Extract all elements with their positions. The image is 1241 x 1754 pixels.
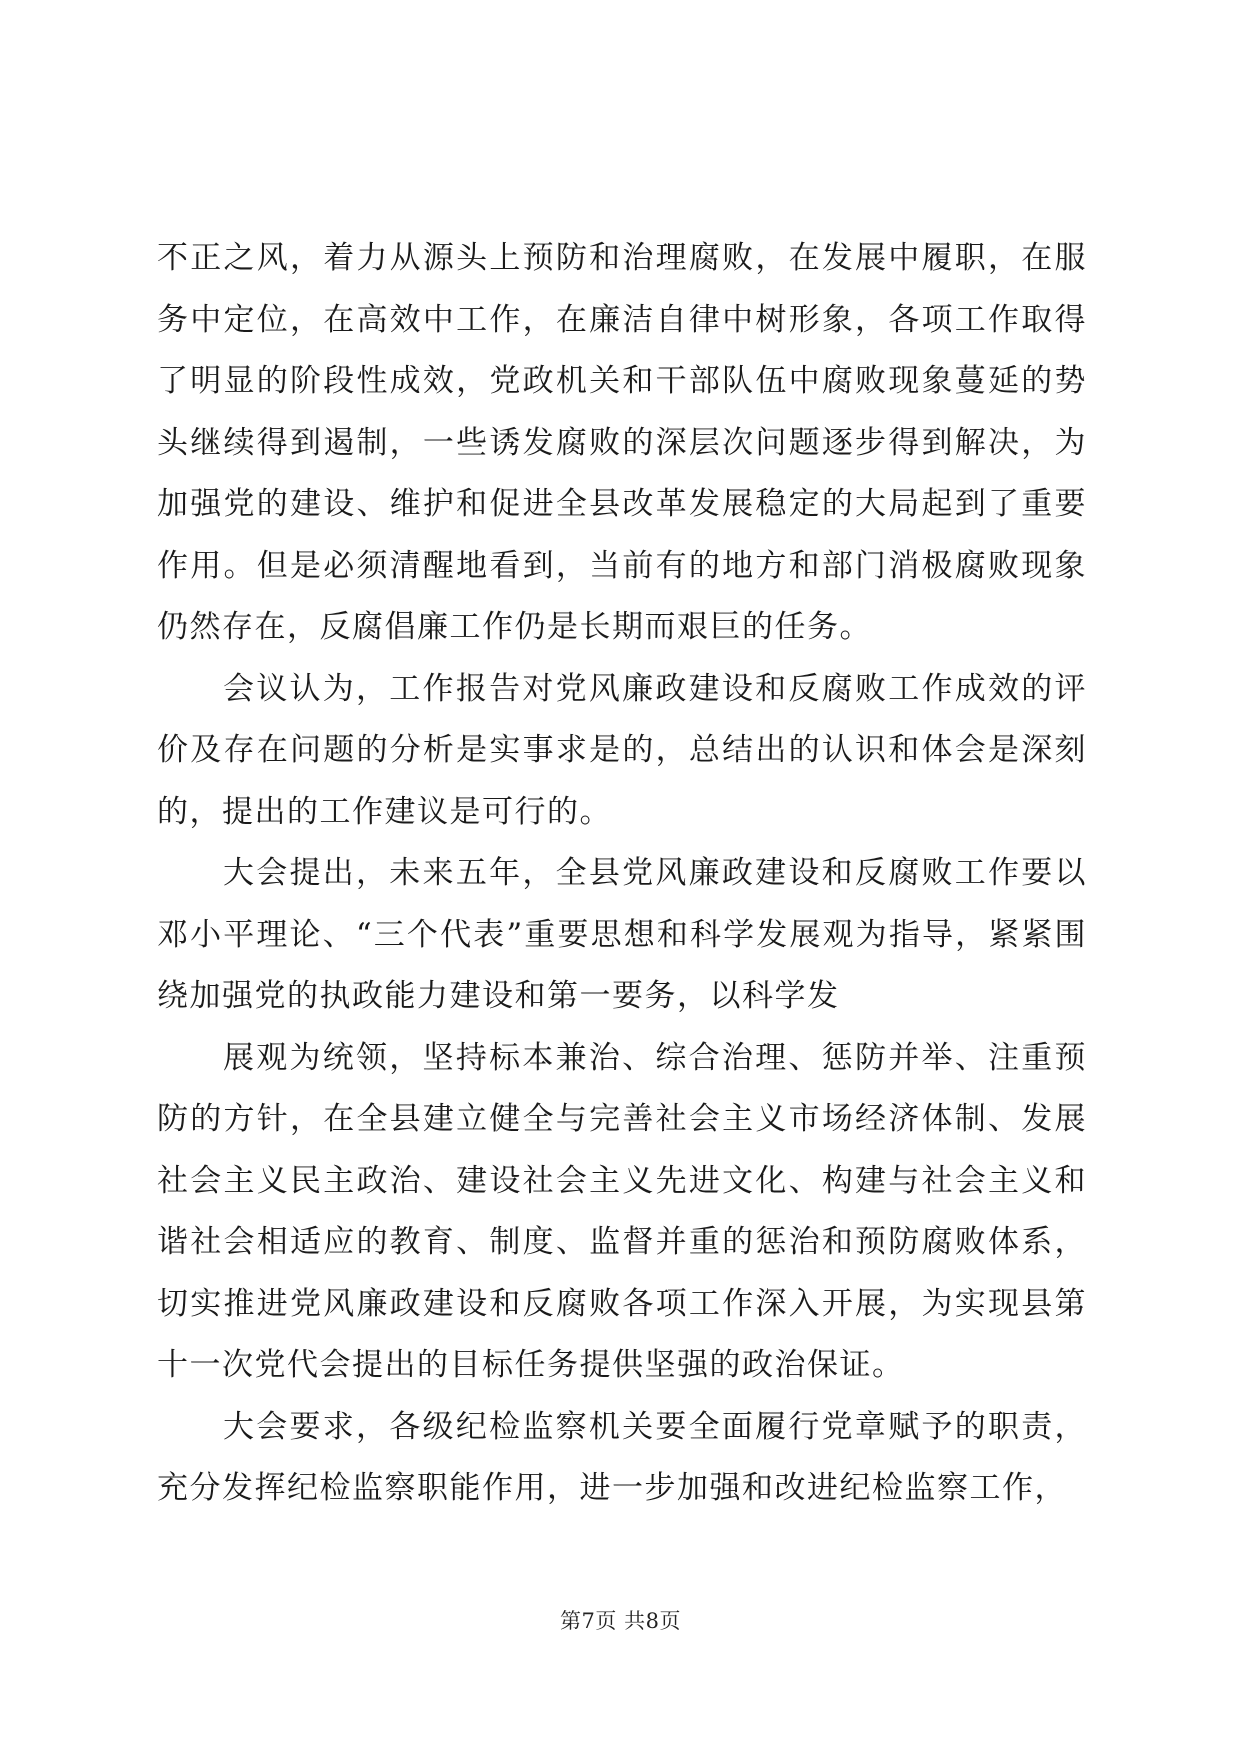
paragraph-continuation: 不正之风，着力从源头上预防和治理腐败，在发展中履职，在服务中定位，在高效中工作，在廉洁自律中树形象，各项工作取得了明显的阶段性成效，党政机关和干部队伍中腐败现象蔓延的势头继续得到遏制，一些诱发腐败的深层次问题逐步得到解决，为加强党的建设、维护和促进全县改革发展稳定的大局起到了重要作用。但是必须清醒地看到，当前有的地方和部门消极腐败现象仍然存在，反腐倡廉工作仍是长期而艰巨的任务。	[157, 240, 1087, 645]
document-body	[157, 228, 1087, 1520]
paragraph-guiding-principle: 展观为统领，坚持标本兼治、综合治理、惩防并举、注重预防的方针，在全县建立健全与完善社会主义市场经济体制、发展社会主义民主政治、建设社会主义先进文化、构建与社会主义和谐社会相适应的教育、制度、监督并重的惩治和预防腐败体系，切实推进党风廉政建设和反腐败各项工作深入开展，为实现县第十一次党代会提出的目标任务提供坚强的政治保证。	[157, 1039, 1087, 1383]
page-number: 第7页 共8页	[560, 1609, 681, 1633]
paragraph-congress-proposal: 大会提出，未来五年，全县党风廉政建设和反腐败工作要以邓小平理论、“三个代表”重要思想和科学发展观为指导，紧紧围绕加强党的执政能力建设和第一要务，以科学发	[157, 855, 1087, 1014]
paragraph-meeting-view: 会议认为，工作报告对党风廉政建设和反腐败工作成效的评价及存在问题的分析是实事求是的，总结出的认识和体会是深刻的，提出的工作建议是可行的。	[157, 670, 1087, 830]
paragraph-congress-requirement: 大会要求，各级纪检监察机关要全面履行党章赋予的职责，充分发挥纪检监察职能作用，进一步加强和改进纪检监察工作，	[157, 1408, 1087, 1506]
